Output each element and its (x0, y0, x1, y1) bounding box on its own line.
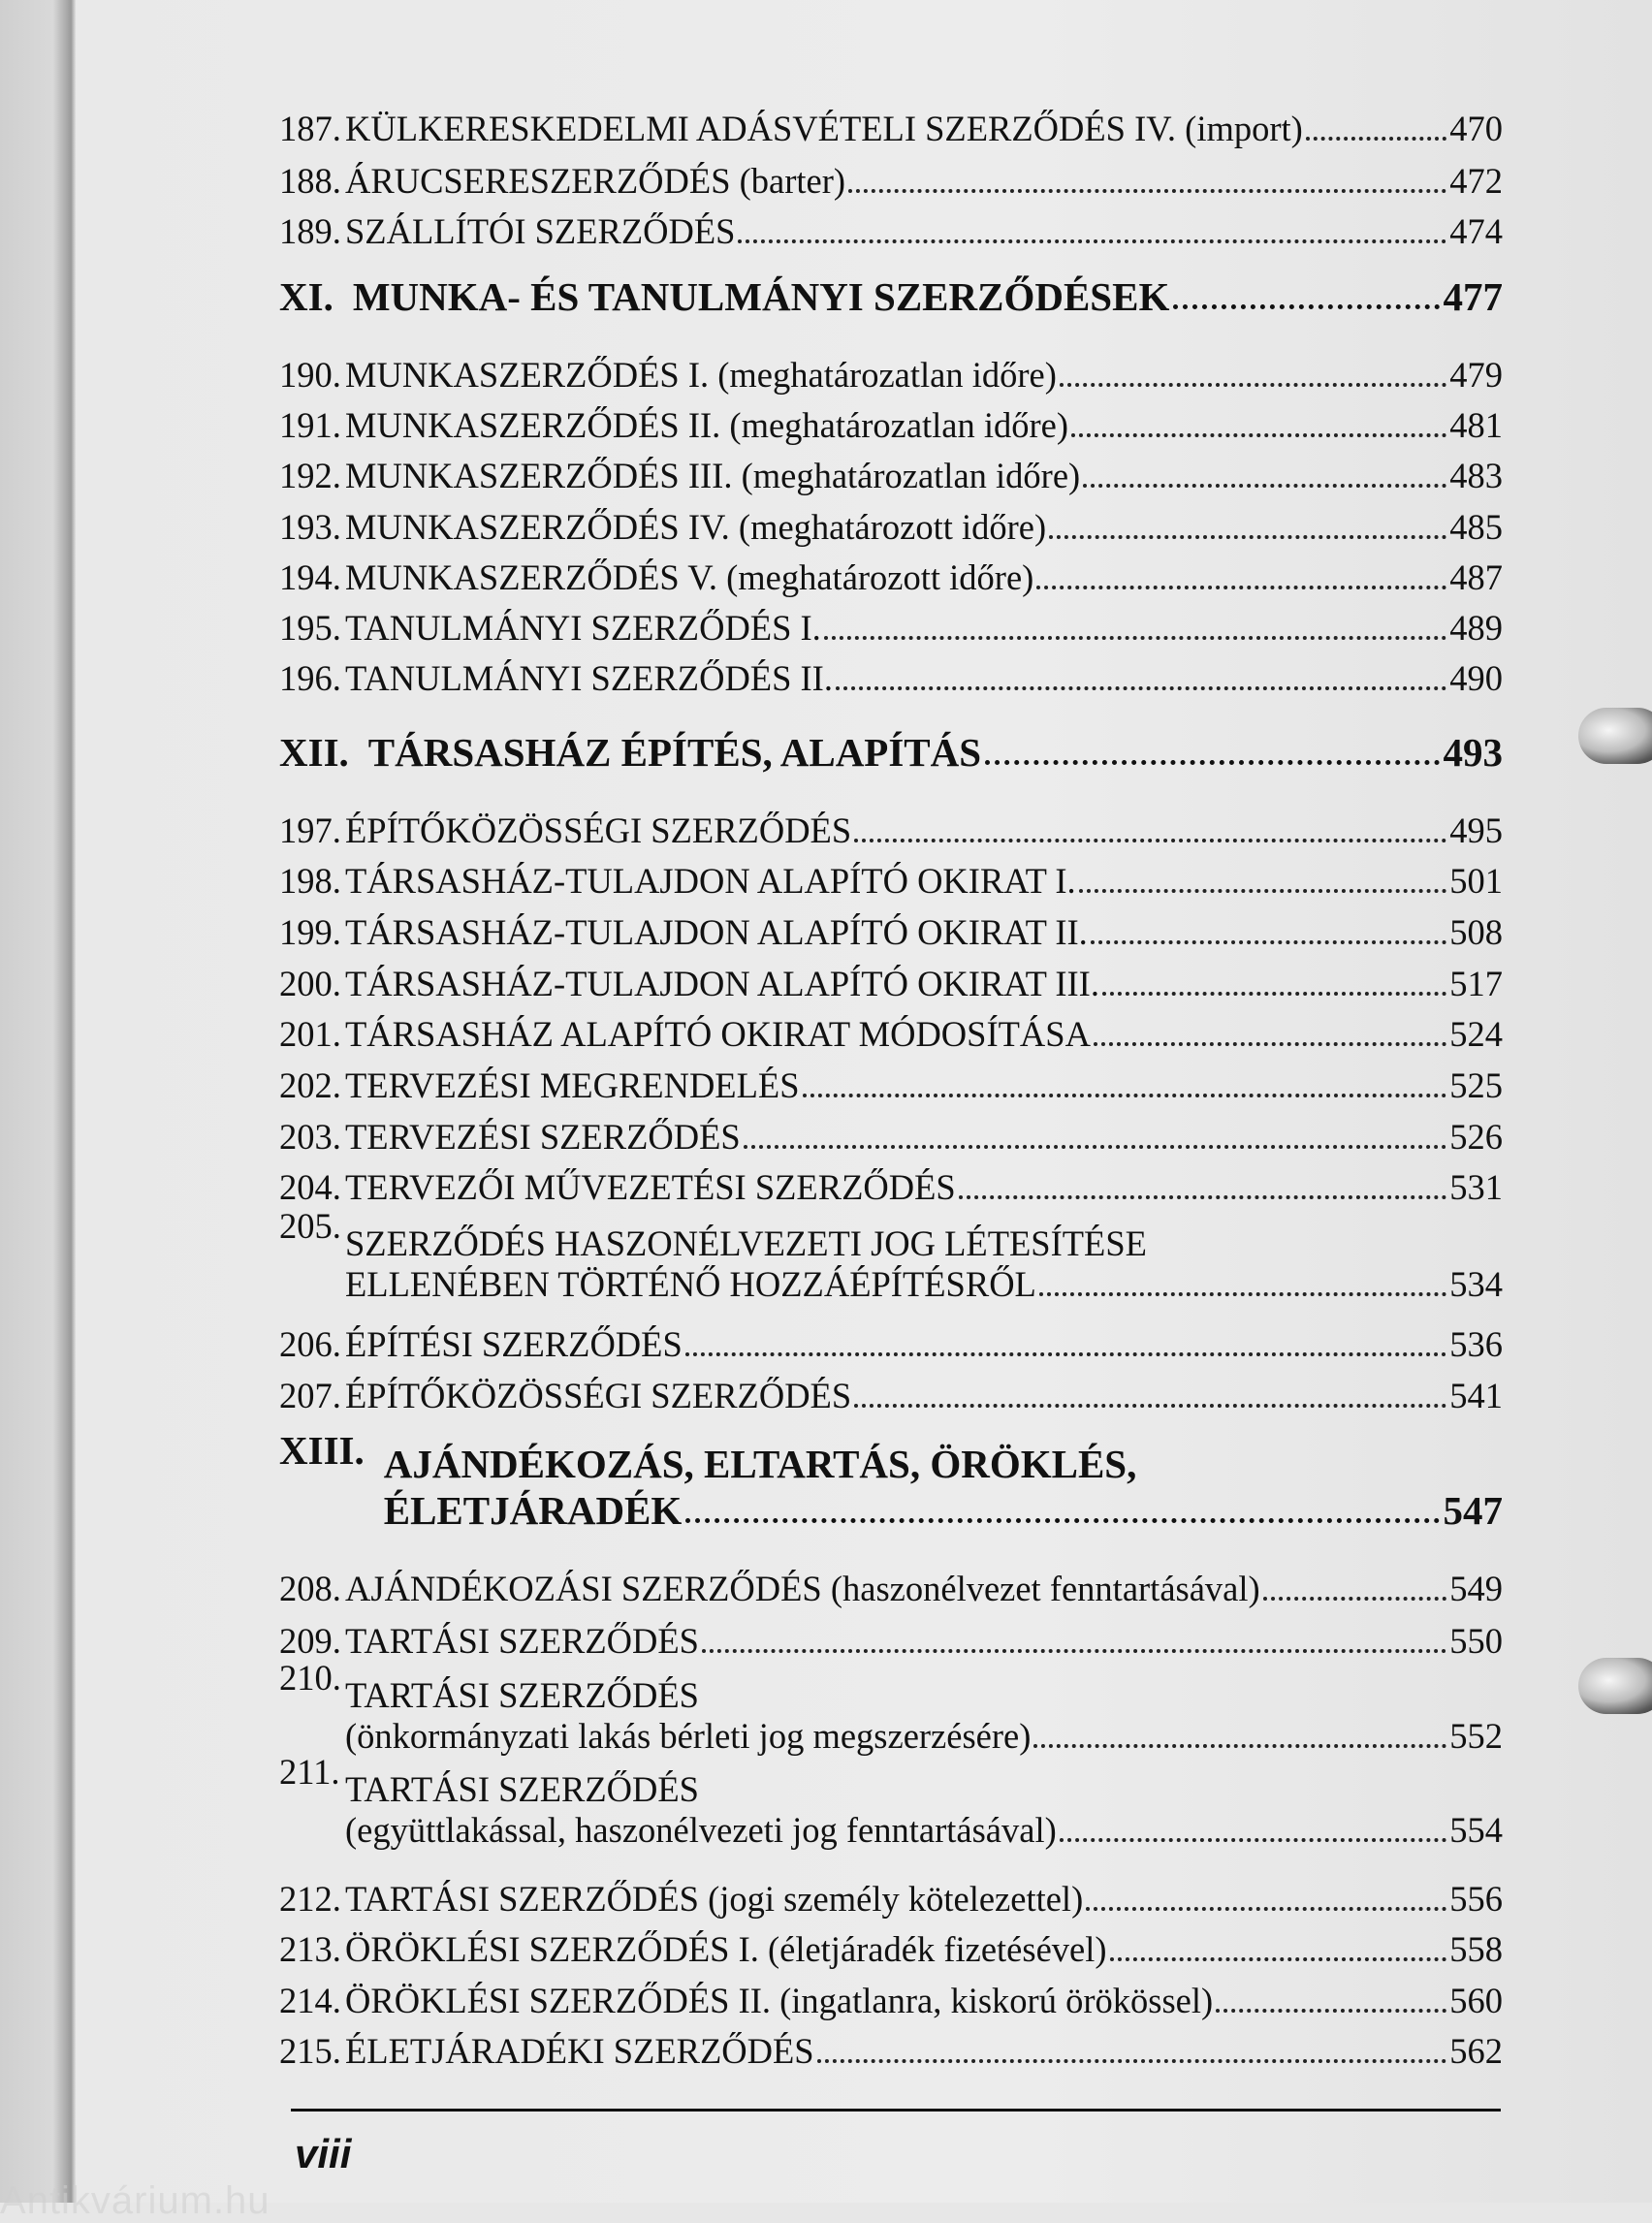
toc-entry-215: 215. ÉLETJÁRADÉKI SZERZŐDÉS 562 (279, 2031, 1503, 2071)
toc-entry-197: 197. ÉPÍTŐKÖZÖSSÉGI SZERZŐDÉS 495 (279, 810, 1503, 850)
dot-leader (803, 1094, 1447, 1097)
dot-leader (744, 1145, 1447, 1149)
dot-leader (959, 1195, 1447, 1199)
dot-leader (1060, 383, 1446, 387)
toc-entry-212: 212. TARTÁSI SZERZŐDÉS (jogi személy kötelezettel) 556 (279, 1879, 1503, 1919)
dot-leader (702, 1649, 1446, 1653)
toc-entry-190: 190. MUNKASZERZŐDÉS I. (meghatározatlan időre) 479 (279, 355, 1503, 395)
toc-entry-192: 192. MUNKASZERZŐDÉS III. (meghatározatlan időre) 483 (279, 456, 1503, 495)
toc-entry-208: 208. AJÁNDÉKOZÁSI SZERZŐDÉS (haszonélvezet fenntartásával) 549 (279, 1569, 1503, 1608)
dot-leader (1079, 889, 1447, 893)
toc-entry-211: 211. TARTÁSI SZERZŐDÉS (együttlakással, haszonélvezeti jog fenntartásával) 554 (279, 1752, 1503, 1850)
toc-entry-191: 191. MUNKASZERZŐDÉS II. (meghatározatlan időre) 481 (279, 405, 1503, 445)
toc-entry-210: 210. TARTÁSI SZERZŐDÉS (önkormányzati lakás bérleti jog megszerzésére) 552 (279, 1658, 1503, 1756)
section-heading-xii: XII. TÁRSASHÁZ ÉPÍTÉS, ALAPÍTÁS 493 (279, 730, 1503, 775)
toc-entry-204: 204. TERVEZŐI MŰVEZETÉSI SZERZŐDÉS 531 (279, 1167, 1503, 1207)
dot-leader (1083, 484, 1446, 488)
dot-leader (1110, 1957, 1447, 1961)
toc-entry-205: 205. SZERZŐDÉS HASZONÉLVEZETI JOG LÉTESÍTÉSE ELLENÉBEN TÖRTÉNŐ HOZZÁÉPÍTÉSRŐL 534 (279, 1206, 1503, 1304)
watermark: Antikvárium.hu (0, 2179, 270, 2222)
dot-leader (685, 1352, 1446, 1356)
toc-entry-201: 201. TÁRSASHÁZ ALAPÍTÓ OKIRAT MÓDOSÍTÁSA 524 (279, 1014, 1503, 1054)
toc-entry-213: 213. ÖRÖKLÉSI SZERZŐDÉS I. (életjáradék fizetésével) 558 (279, 1929, 1503, 1969)
dot-leader (854, 1404, 1446, 1408)
binder-ring-bottom (1578, 1658, 1652, 1714)
page-number: viii (295, 2131, 352, 2176)
dot-leader (1306, 137, 1446, 141)
dot-leader (1086, 1907, 1446, 1911)
binder-ring-top (1578, 708, 1652, 764)
dot-leader (854, 839, 1446, 842)
toc-entry-202: 202. TERVEZÉSI MEGRENDELÉS 525 (279, 1065, 1503, 1105)
dot-leader (1263, 1597, 1447, 1601)
toc-entry-206: 206. ÉPÍTÉSI SZERZŐDÉS 536 (279, 1324, 1503, 1364)
toc-entry-189: 189. SZÁLLÍTÓI SZERZŐDÉS 474 (279, 211, 1503, 251)
dot-leader (1071, 433, 1446, 437)
toc-entry-198: 198. TÁRSASHÁZ-TULAJDON ALAPÍTÓ OKIRAT I. 501 (279, 861, 1503, 901)
dot-leader (836, 686, 1446, 690)
dot-leader (1036, 586, 1446, 589)
toc-entry-200: 200. TÁRSASHÁZ-TULAJDON ALAPÍTÓ OKIRAT III. 517 (279, 964, 1503, 1003)
toc-entry-214: 214. ÖRÖKLÉSI SZERZŐDÉS II. (ingatlanra, kiskorú örökössel) 560 (279, 1981, 1503, 2020)
section-heading-xiii: XIII. AJÁNDÉKOZÁS, ELTARTÁS, ÖRÖKLÉS, ÉLETJÁRADÉK 547 (279, 1428, 1503, 1533)
toc-entry-209: 209. TARTÁSI SZERZŐDÉS 550 (279, 1621, 1503, 1661)
dot-leader (985, 760, 1439, 765)
dot-leader (1039, 1292, 1446, 1296)
dot-leader (1049, 535, 1446, 539)
dot-leader (738, 239, 1446, 243)
dot-leader (1060, 1838, 1447, 1842)
toc-entry-194: 194. MUNKASZERZŐDÉS V. (meghatározott időre) 487 (279, 557, 1503, 597)
toc-entry-188: 188. ÁRUCSERESZERZŐDÉS (barter) 472 (279, 161, 1503, 201)
dot-leader (1102, 992, 1446, 996)
section-heading-xi: XI. MUNKA- ÉS TANULMÁNYI SZERZŐDÉSEK 477 (279, 274, 1503, 319)
dot-leader (824, 636, 1446, 640)
dot-leader (817, 2059, 1447, 2063)
page-edge (0, 0, 76, 2203)
toc-entry-207: 207. ÉPÍTŐKÖZÖSSÉGI SZERZŐDÉS 541 (279, 1376, 1503, 1415)
dot-leader (685, 1518, 1439, 1523)
toc-entry-193: 193. MUNKASZERZŐDÉS IV. (meghatározott időre) 485 (279, 507, 1503, 547)
dot-leader (1173, 304, 1439, 309)
toc-entry-199: 199. TÁRSASHÁZ-TULAJDON ALAPÍTÓ OKIRAT II. 508 (279, 912, 1503, 952)
dot-leader (848, 189, 1446, 193)
dot-leader (1033, 1744, 1446, 1748)
footer-rule (291, 2109, 1501, 2112)
dot-leader (1094, 1042, 1446, 1046)
toc-entry-203: 203. TERVEZÉSI SZERZŐDÉS 526 (279, 1117, 1503, 1157)
toc-entry-196: 196. TANULMÁNYI SZERZŐDÉS II. 490 (279, 658, 1503, 698)
toc-entry-187: 187. KÜLKERESKEDELMI ADÁSVÉTELI SZERZŐDÉS IV. (import) 470 (279, 109, 1503, 148)
dot-leader (1216, 2009, 1446, 2013)
dot-leader (1091, 940, 1446, 944)
toc-entry-195: 195. TANULMÁNYI SZERZŐDÉS I. 489 (279, 608, 1503, 648)
